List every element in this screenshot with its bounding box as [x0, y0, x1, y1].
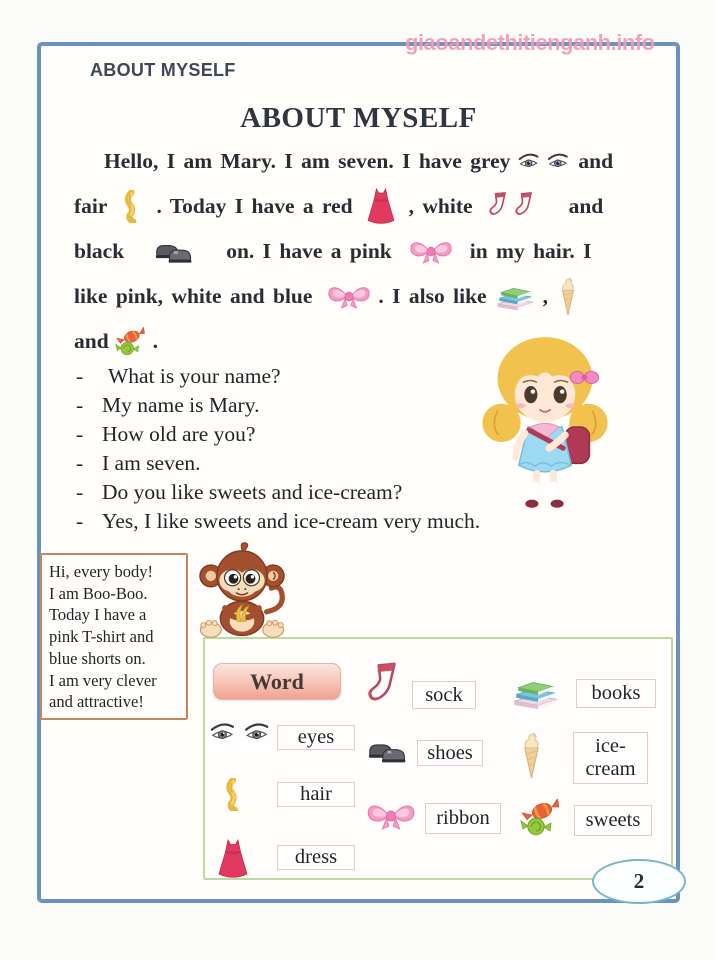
- vocab-label-ice-cream: ice-cream: [573, 732, 648, 784]
- hair-icon: [123, 190, 140, 223]
- dialogue-dash: -: [76, 509, 84, 533]
- watermark: giaoandethitienganh.info: [405, 30, 655, 55]
- vocab-label-dress: dress: [277, 845, 355, 870]
- lesson-header: ABOUT MYSELF: [90, 60, 236, 80]
- vocab-label-eyes: eyes: [277, 725, 355, 750]
- sock-icon: [366, 660, 404, 712]
- vocab-label-hair: hair: [277, 782, 355, 807]
- ice-cream-icon: [560, 278, 576, 316]
- sweets-icon: [520, 799, 562, 837]
- paragraph-text: and: [74, 329, 109, 353]
- vocab-label-ribbon: ribbon: [425, 803, 501, 834]
- girl-illustration: [464, 330, 626, 532]
- dialogue-dash: -: [76, 364, 84, 388]
- paragraph-text: and: [578, 149, 614, 173]
- page-title: ABOUT MYSELF: [240, 102, 477, 134]
- dialogue-text: How old are you?: [102, 422, 256, 446]
- eyes-icon: [210, 721, 271, 744]
- paragraph-text: ,: [542, 284, 548, 308]
- dialogue-text: Yes, I like sweets and ice-cream very much.: [102, 509, 481, 533]
- dialogue-dash: -: [76, 422, 84, 446]
- paragraph-text: , white: [408, 194, 473, 218]
- books-icon: [511, 675, 559, 711]
- dialogue-text: Do you like sweets and ice-cream?: [102, 480, 403, 504]
- bow-icon: [326, 282, 372, 311]
- bow-icon: [408, 237, 454, 266]
- shoes-icon: [367, 738, 410, 765]
- page-number-badge: [592, 859, 686, 904]
- hair-icon: [223, 778, 243, 811]
- paragraph-text: . Today I have a red: [156, 194, 353, 218]
- socks-icon: [487, 190, 539, 224]
- books-icon: [495, 282, 535, 312]
- paragraph-text: .: [152, 329, 159, 353]
- vocab-label-shoes: shoes: [417, 740, 483, 766]
- speech-text: and attractive!: [49, 692, 144, 712]
- dialogue-text: My name is Mary.: [102, 393, 260, 417]
- paragraph-text: and: [568, 194, 604, 218]
- ribbon-icon: [365, 799, 417, 833]
- dialogue-dash: -: [76, 451, 84, 475]
- dialogue-dash: -: [76, 393, 84, 417]
- paragraph-line: [74, 184, 649, 229]
- dialogue-text: What is your name?: [108, 364, 281, 388]
- dress-icon: [365, 188, 397, 225]
- vocab-label-sweets: sweets: [574, 805, 652, 836]
- eyes-icon: [518, 152, 570, 171]
- paragraph-text: Hello, I am Mary. I am seven. I have grey: [104, 149, 511, 173]
- paragraph-text: black: [74, 239, 125, 263]
- paragraph-line: [74, 139, 649, 184]
- speech-text: blue shorts on.: [49, 648, 146, 668]
- dress-icon: [214, 839, 252, 879]
- shoes-icon: [154, 240, 196, 264]
- speech-text: I am Boo-Boo.: [49, 583, 148, 603]
- vocab-label-sock: sock: [412, 681, 476, 709]
- monkey-speech-box: [40, 553, 188, 720]
- paragraph-line: [74, 229, 649, 274]
- vocabulary-box: [203, 637, 673, 880]
- word-header-button: Word: [213, 663, 341, 700]
- paragraph-text: . I also like: [378, 284, 487, 308]
- sweets-icon: [115, 327, 147, 357]
- speech-text: pink T-shirt and: [49, 627, 154, 647]
- vocab-label-books: books: [576, 679, 656, 708]
- speech-text: I am very clever: [49, 670, 157, 690]
- page-number: 2: [633, 869, 645, 893]
- ice-cream-icon: [521, 733, 542, 779]
- paragraph-text: on. I have a pink: [226, 239, 392, 263]
- speech-text: Hi, every body!: [49, 562, 154, 581]
- dialogue-text: I am seven.: [102, 451, 201, 475]
- paragraph-text: like pink, white and blue: [74, 284, 313, 308]
- monkey-illustration: [194, 540, 290, 642]
- speech-text: Today I have a: [49, 605, 147, 625]
- dialogue-dash: -: [76, 480, 84, 504]
- paragraph-line: [74, 274, 649, 319]
- paragraph-text: fair: [74, 194, 108, 218]
- paragraph-text: in my hair. I: [469, 239, 592, 263]
